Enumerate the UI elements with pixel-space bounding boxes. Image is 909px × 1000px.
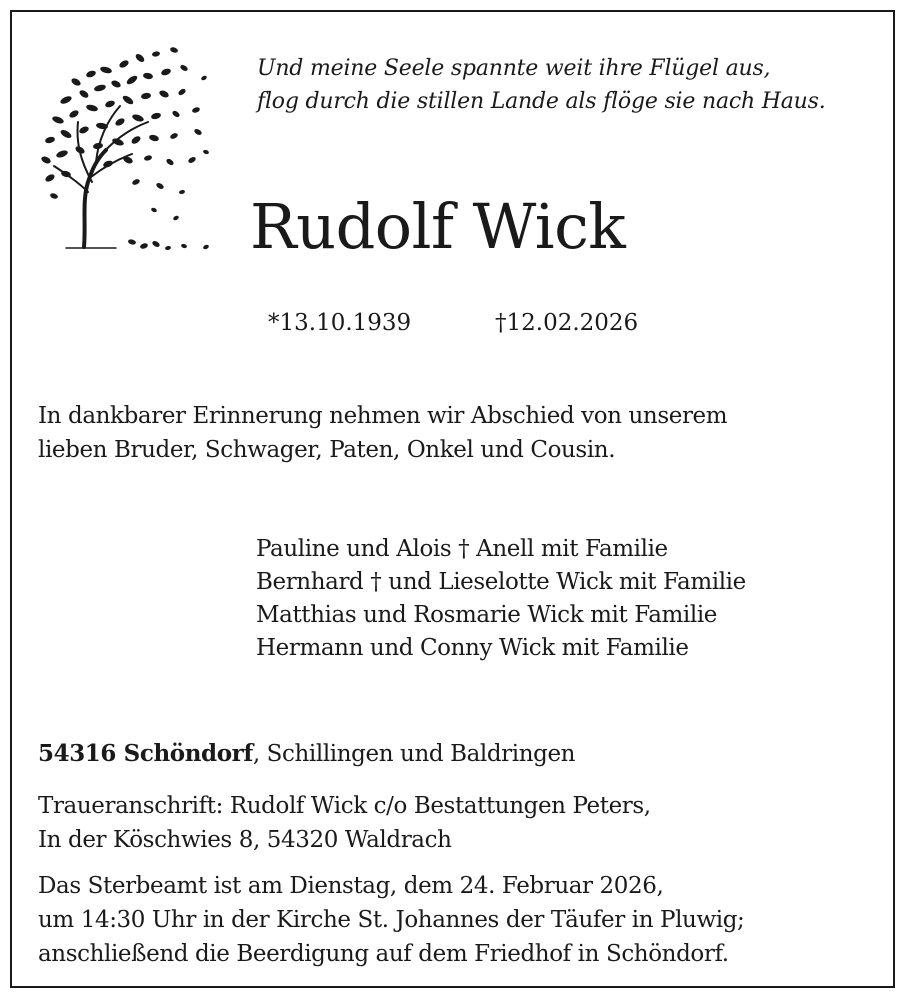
mourner-line: Hermann und Conny Wick mit Familie (256, 635, 689, 661)
death-date: †12.02.2026 (495, 310, 639, 336)
birth-date: *13.10.1939 (268, 310, 412, 336)
town-suffix: , Schillingen und Baldringen (252, 741, 576, 767)
mourner-line: Bernhard † und Lieselotte Wick mit Familie (256, 569, 746, 595)
mourning-address (38, 789, 651, 857)
farewell-text (38, 399, 727, 467)
address-line-2: In der Köschwies 8, 54320 Waldrach (38, 827, 452, 853)
funeral-line-1: Das Sterbeamt ist am Dienstag, dem 24. Februar 2026, (38, 873, 664, 899)
farewell-line-2: lieben Bruder, Schwager, Paten, Onkel und Cousin. (38, 437, 616, 463)
funeral-line-2: um 14:30 Uhr in der Kirche St. Johannes der Täufer in Pluwig; (38, 907, 745, 933)
location-line (38, 737, 575, 771)
memorial-quote (257, 52, 826, 118)
funeral-details (38, 869, 744, 971)
windblown-tree-icon (36, 42, 216, 257)
deceased-name: Rudolf Wick (250, 190, 626, 263)
funeral-line-3: anschließend die Beerdigung auf dem Friedhof in Schöndorf. (38, 941, 729, 967)
town-name: 54316 Schöndorf (38, 740, 253, 767)
mourner-line: Pauline und Alois † Anell mit Familie (256, 536, 668, 562)
quote-line-1: Und meine Seele spannte weit ihre Flügel aus, (257, 56, 771, 81)
quote-line-2: flog durch die stillen Lande als flöge sie nach Haus. (257, 89, 826, 114)
mourners-list (256, 533, 746, 665)
farewell-line-1: In dankbarer Erinnerung nehmen wir Abschied von unserem (38, 403, 728, 429)
address-line-1: Traueranschrift: Rudolf Wick c/o Bestattungen Peters, (38, 793, 651, 819)
mourner-line: Matthias und Rosmarie Wick mit Familie (256, 602, 718, 628)
